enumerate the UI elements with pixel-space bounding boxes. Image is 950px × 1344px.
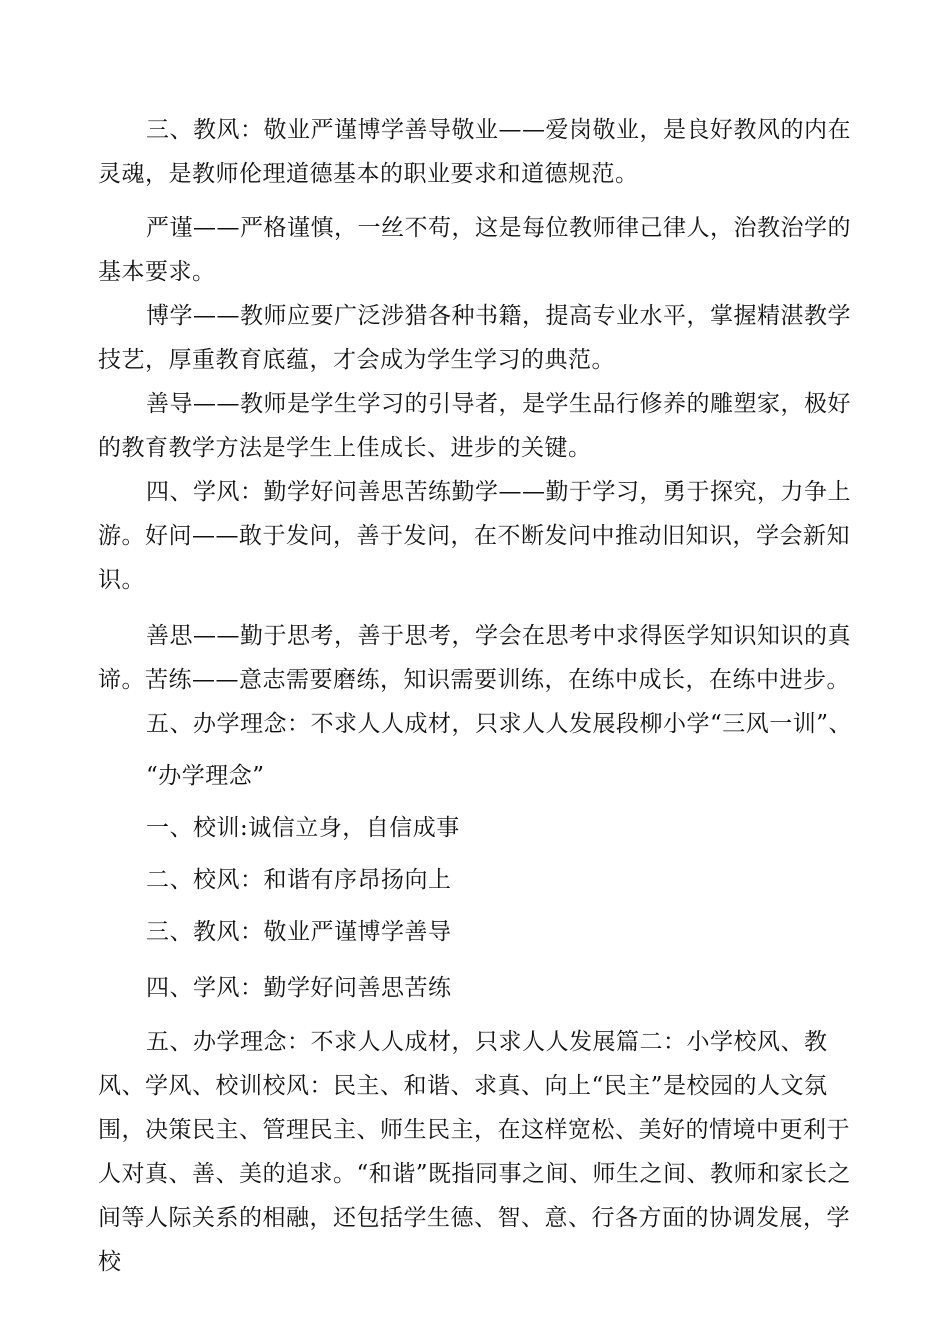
paragraph-study-style-short: 四、学风：勤学好问善思苦练 (146, 975, 452, 1001)
paragraph-school-spirit: 二、校风：和谐有序昂扬向上 (146, 867, 452, 893)
paragraph-rigor: 严谨——严格谨慎，一丝不苟，这是每位教师律己律人，治教治学的基本要求。 (98, 215, 851, 285)
paragraph-part-two: 五、办学理念：不求人人成材，只求人人发展篇二：小学校风、教风、学风、校训校风：民主、和谐、求真、向上“民主”是校园的人文氛围，决策民主、管理民主、师生民主，在这样宽松、美好的情境中更利于人对真、善、美的追求。“和谐”既指同事之间、师生之间、教师和家长之间等人际关系的相融，还包括学生德、智、意、行各方面的协调发展，学校 (98, 1029, 852, 1275)
paragraph-school-motto: 一、校训:诚信立身，自信成事 (146, 815, 460, 841)
paragraph-erudition: 博学——教师应要广泛涉猎各种书籍，提高专业水平，掌握精湛教学技艺，厚重教育底蕴，才会成为学生学习的典范。 (98, 303, 851, 373)
paragraph-guidance: 善导——教师是学生学习的引导者，是学生品行修养的雕塑家，极好的教育教学方法是学生上佳成长、进步的关键。 (98, 391, 851, 461)
paragraph-philosophy-quote: “办学理念” (146, 763, 265, 789)
paragraph-teaching-style-short: 三、教风：敬业严谨博学善导 (146, 919, 452, 945)
paragraph-thinking-practice: 善思——勤于思考，善于思考，学会在思考中求得医学知识知识的真谛。苦练——意志需要磨练，知识需要训练，在练中成长，在练中进步。 (98, 623, 851, 693)
paragraph-teaching-style: 三、教风：敬业严谨博学善导敬业——爱岗敬业，是良好教风的内在灵魂，是教师伦理道德基本的职业要求和道德规范。 (98, 117, 851, 187)
paragraph-study-style: 四、学风：勤学好问善思苦练勤学——勤于学习，勇于探究，力争上游。好问——敢于发问，善于发问，在不断发问中推动旧知识，学会新知识。 (98, 479, 851, 593)
paragraph-school-philosophy: 五、办学理念：不求人人成材，只求人人发展段柳小学“三风一训”、 (146, 711, 853, 737)
